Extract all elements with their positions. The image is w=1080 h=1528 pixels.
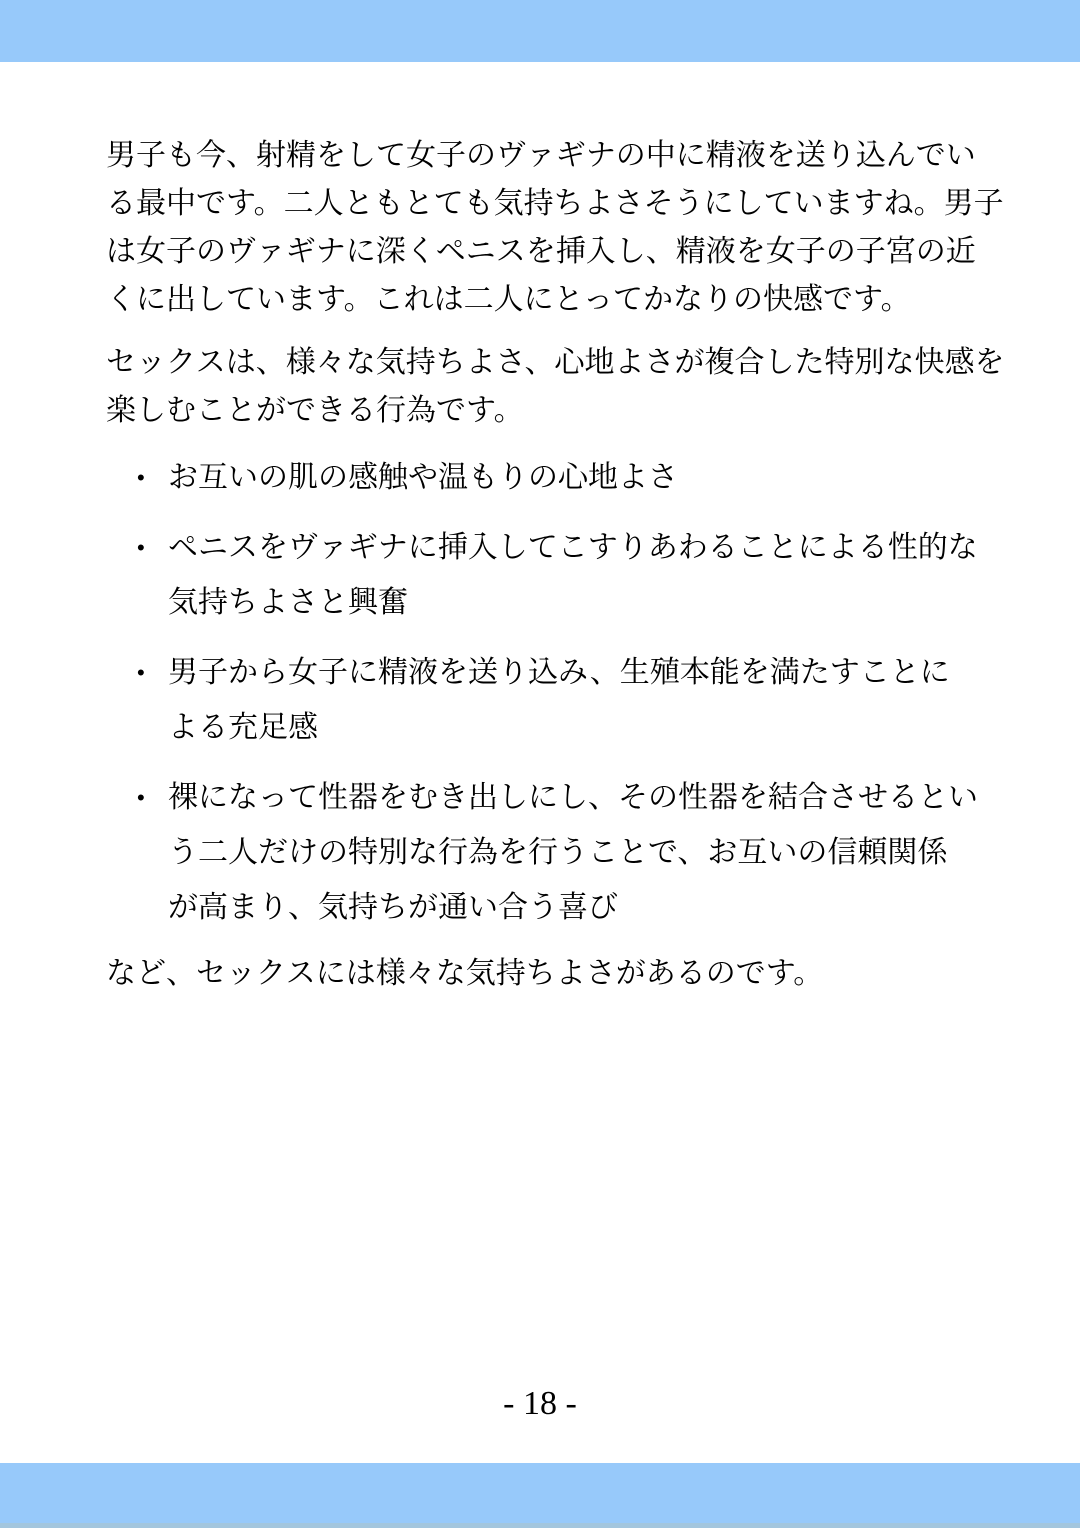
paragraph-1 bbox=[106, 132, 1004, 324]
text-line: ペニスをヴァギナに挿入してこすりあわることによる性的な bbox=[168, 531, 978, 564]
text-line: セックスは、様々な気持ちよさ、心地よさが複合した特別な快感を bbox=[106, 346, 1005, 379]
text-line: よる充足感 bbox=[168, 711, 318, 744]
text-line: る最中です。二人ともとても気持ちよさそうにしていますね。男子 bbox=[106, 187, 1004, 220]
bullet-icon: • bbox=[137, 785, 145, 810]
page-number: - 18 - bbox=[503, 1385, 577, 1422]
text-line: 気持ちよさと興奮 bbox=[168, 586, 408, 619]
text-line: 男子から女子に精液を送り込み、生殖本能を満たすことに bbox=[168, 656, 950, 689]
page-content bbox=[0, 62, 1080, 1463]
bullet-item-3 bbox=[106, 645, 974, 755]
footer-band bbox=[0, 1463, 1080, 1528]
bullet-item-4 bbox=[106, 770, 978, 935]
bullet-item-1 bbox=[106, 450, 974, 505]
text-line: う二人だけの特別な行為を行うことで、お互いの信頼関係 bbox=[168, 836, 948, 869]
bullet-icon: • bbox=[137, 660, 145, 685]
bullet-icon: • bbox=[137, 465, 145, 490]
text-line: 楽しむことができる行為です。 bbox=[106, 394, 524, 427]
header-band bbox=[0, 0, 1080, 62]
closing-paragraph bbox=[106, 950, 974, 998]
bullet-list bbox=[106, 450, 978, 935]
paragraph-2 bbox=[106, 339, 1005, 435]
text-line: お互いの肌の感触や温もりの心地よさ bbox=[168, 461, 678, 494]
text-line: は女子のヴァギナに深くペニスを挿入し、精液を女子の子宮の近 bbox=[106, 235, 976, 268]
text-line: 男子も今、射精をして女子のヴァギナの中に精液を送り込んでい bbox=[106, 139, 976, 172]
bullet-icon: • bbox=[137, 535, 145, 560]
text-line: 裸になって性器をむき出しにし、その性器を結合させるとい bbox=[168, 781, 978, 814]
text-line: など、セックスには様々な気持ちよさがあるのです。 bbox=[106, 957, 824, 990]
text-line: くに出しています。これは二人にとってかなりの快感です。 bbox=[106, 283, 911, 316]
text-line: が高まり、気持ちが通い合う喜び bbox=[168, 891, 618, 924]
bullet-item-2 bbox=[106, 520, 978, 630]
